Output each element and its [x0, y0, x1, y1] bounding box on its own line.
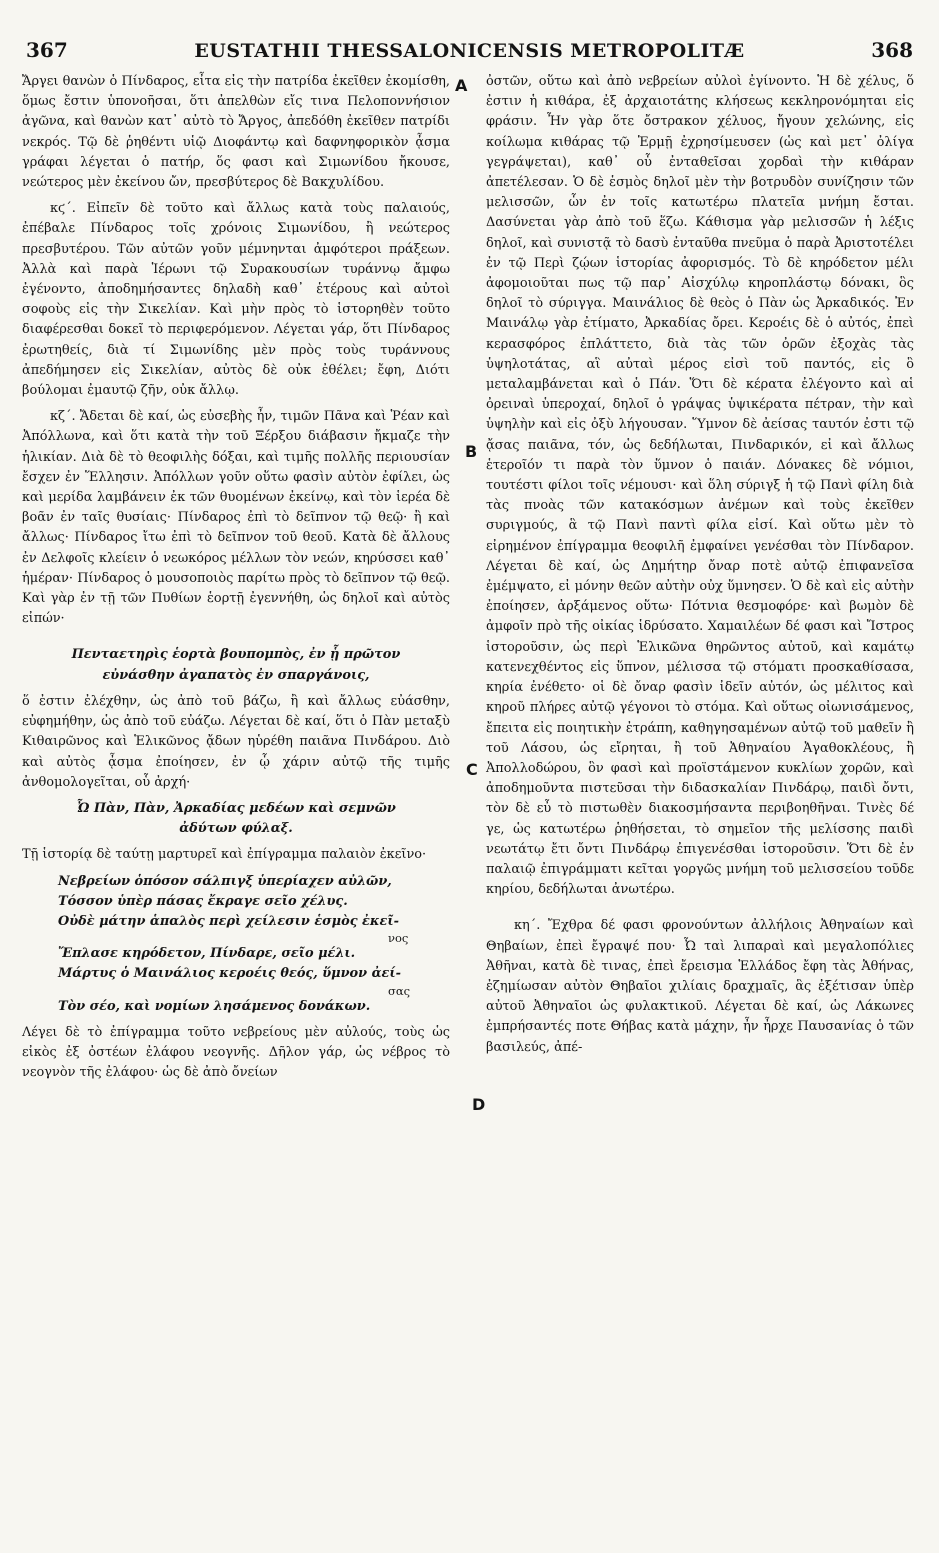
margin-marker-c: C — [466, 760, 478, 779]
paragraph-section-27: κζ΄. Ἄδεται δὲ καί, ὡς εὐσεβὴς ἦν, τιμῶν Πᾶνα καὶ Ῥέαν καὶ Ἀπόλλωνα, καὶ ὅτι κατὰ τὴν τοῦ Ξέρξου διάβασιν ἤκμαζε τὴν ἡλικίαν. Διὰ δὲ τὸ θεοφιλὴς δόξαι, καὶ τιμῆς πολλῆς περιουσίαν ἔσχεν ἐν Ἕλλησιν. Ἀπόλλων γοῦν οὕτω φασὶν αὐτὸν ἐφίλει, ὡς καὶ μερίδα λαμβάνειν ἐκ τῶν θυομένων ἐκείνῳ, καὶ τὸν ἱερέα δὲ βοᾶν ἐν ταῖς θυσίαις· Πίνδαρος ἐπὶ τὸ δεῖπνον τῷ θεῷ· ἢ καὶ ἄλλως· Πίνδαρος ἴτω ἐπὶ τὸ δεῖπνον τοῦ θεοῦ. Κατὰ δὲ ἄλλους ἐν Δελφοῖς κλείειν ὁ νεωκόρος μέλλων τὸν νεών, κηρύσσει καθ᾽ ἡμέραν· Πίνδαρος ὁ μουσοποιὸς παρίτω πρὸς τὸ δεῖπνον τῷ θεῷ. Καὶ γὰρ ἐν τῇ τῶν Πυθίων ἑορτῇ ἐγεννήθη, ὡς δηλοῖ καὶ αὐτὸς εἰπών· — [22, 409, 450, 627]
left-column — [22, 72, 450, 1083]
verse-quote — [22, 645, 450, 685]
epigram-line: Ἔπλασε κηρόδετον, Πίνδαρε, σεῖο μέλι. — [58, 946, 356, 962]
margin-marker-a: A — [455, 76, 468, 95]
right-column — [486, 72, 914, 1058]
epigram-line: Οὐδὲ μάτην ἁπαλὸς περὶ χείλεσιν ἑσμὸς ἐκεῖ- — [58, 913, 399, 929]
epigram-line: Μάρτυς ὁ Μαινάλιος κεροέις θεός, ὕμνον ἀεί- — [58, 966, 401, 982]
paragraph: Λέγει δὲ τὸ ἐπίγραμμα τοῦτο νεβρείους μὲν αὐλούς, τοὺς ὡς εἰκὸς ἐξ ὀστέων ἐλάφου νεογνῆς. Δῆλον γάρ, ὡς νέβρος τὸ νεογνὸν τῆς ἐλάφου· ὡς δὲ ἀπὸ ὄνείων — [22, 1024, 450, 1081]
running-title: EUSTATHII THESSALONICENSIS METROPOLITÆ — [194, 40, 745, 62]
paragraph-section-26: κϛ΄. Εἰπεῖν δὲ τοῦτο καὶ ἄλλως κατὰ τοὺς παλαιούς, ἐπέβαλε Πίνδαρος τοῖς χρόνοις Σιμωνίδου, ἢ νεώτερος πρεσβυτέρου. Τῶν αὐτῶν γοῦν μέμνηνται ἀμφότεροι πράξεων. Ἀλλὰ καὶ παρὰ Ἱέρωνι τῷ Συρακουσίων τυράννῳ ἄμφω ἐγένοντο, ἀποδημήσαντες δηλαδὴ καθ᾽ ἑτέρους καὶ αὐτοὶ σοφοὺς εἰς τὴν Σικελίαν. Καὶ μὴν πρὸς τὸ ἱστορηθὲν τοῦτο διαφέρεσθαι δοκεῖ τὸ περιφερόμενον. Λέγεται γάρ, ὅτι Πίνδαρος ἐρωτηθείς, διὰ τί Σιμωνίδης μὲν πρὸς τοὺς τυράννους ἀπεδήμησεν εἰς Σικελίαν, αὐτὸς δὲ οὐκ ἐθέλει; ἔφη, Διότι βούλομαι ἐμαυτῷ ζῆν, οὐκ ἄλλῳ. — [22, 201, 450, 399]
page-header — [26, 38, 913, 68]
epigram — [22, 872, 450, 1017]
margin-marker-d: D — [472, 1095, 486, 1114]
paragraph: ὀστῶν, οὕτω καὶ ἀπὸ νεβρείων αὐλοὶ ἐγίνοντο. Ἡ δὲ χέλυς, ὅ ἐστιν ἡ κιθάρα, ἐξ ἀρχαιοτάτης κλήσεως κεκληρονόμηται εἰς φράσιν. Ἦν γὰρ ὅτε ὄστρακον χέλυος, ἤγουν χελώνης, εἰς κοίλωμα κιθάρας τῷ Ἑρμῇ ἐχρησίμευσεν (ὡς καὶ μετ᾽ ὀλίγα γεγράψεται), καθ᾽ οὗ ἐνταθεῖσαι χορδαὶ τὴν κιθάραν ἀπετέλεσαν. Ὁ δὲ ἑσμὸς δηλοῖ μὲν τὴν βοτρυδὸν συνίζησιν τῶν μελισσῶν, ὧν ἐν τοῖς κατωτέρω πλατεῖα μνήμη ἔσται. Δασύνεται γὰρ ἀπὸ τοῦ ἕζω. Κάθισμα γὰρ μελισσῶν ἡ λέξις δηλοῖ, καὶ συνιστᾷ τὸ δασὺ ἐνταῦθα πνεῦμα ὁ παρὰ Ἀριστοτέλει ἐν τῷ Περὶ ζῴων ἱστορίας ἀφορισμός. Τὸ δὲ κηρόδετον μέλι ἀφομοιοῦται πως τῷ παρ᾽ Αἰσχύλῳ κηροπλάστῳ δόνακι, ὃς δηλοῖ τὸ σύριγγα. Μαινάλιος δὲ θεὸς ὁ Πὰν ὡς Ἀρκαδικός. Ἐν Μαινάλῳ γὰρ ἐτίματο, Ἀρκαδίας ὄρει. Κεροέις δὲ ὁ αὐτός, ἐπεὶ κερασφόρος ἐπλάττετο, διὰ τὰς τῶν ὀρῶν ἐξοχὰς τὰς ὑψηλοτάτας, αἳ αὐταὶ μέρος εἰσὶ τοῦ παντός, εἰς ὃ μεταλαμβάνεται καὶ ὁ Πάν. Ὅτι δὲ κέρατα ἐλέγοντο καὶ αἱ ὀρειναὶ ὑπεροχαί, δηλοῖ ὁ γράψας ὑψικέρατα πέτραν, τὴν καὶ ὑψηλὴν καὶ εἰς ὀξὺ λήγουσαν. Ὕμνον δὲ ἀείσας ταυτόν ἐστι τῷ ᾄσας παιᾶνα, τόν, ὡς δεδήλωται, Πινδαρικόν, εἰ καὶ ἄλλως ἑτεροῖόν τι παρὰ τὸν ὕμνον ὁ παιάν. Δόνακες δὲ νόμιοι, τουτέστι φίλοι τοῖς νέμουσι· καὶ ὅλη σύριγξ ἡ τῷ Πανὶ φίλη διὰ τὰς πνοὰς τῶν κατακόσμων ἀνέμων καὶ τοὺς ἐκεῖθεν συριγμούς, ἃ τῷ Πανὶ παντὶ φίλα εἰσί. Καὶ οὕτω μὲν τὸ εἰρημένον ἐπίγραμμα θεοφιλῆ ἐμφαίνει γενέσθαι τὸν Πίνδαρον. Λέγεται δὲ καί, ὡς Δημήτηρ ὄναρ ποτὲ αὐτῷ ἐπιφανεῖσα ἐμέμψατο, εἰ μόνην θεῶν αὐτὴν οὐχ ὕμνησεν. Ὁ δὲ καὶ εἰς αὐτὴν ἐποίησεν, ἀρξάμενος οὕτω· Πότνια θεσμοφόρε· καὶ βωμὸν δὲ ἀμφοῖν πρὸ τῆς οἰκίας ἱδρύσατο. Χαμαιλέων δέ φασι καὶ Ἴστρος ἱστοροῦσιν, ὡς περὶ Ἑλικῶνα θηρῶντος αὐτοῦ, καὶ καμάτῳ κατενεχθέντος εἰς ὕπνον, μέλισσα τῷ στόματι προσκαθίσασα, κηρία ἐνέθετο· οἱ δὲ ὄναρ φασὶν ἰδεῖν αὐτόν, ὡς μέλιτος καὶ κηροῦ πλήρες αὐτῷ γέγονοι τὸ στόμα. Καὶ οὕτως οἰωνισάμενος, ἔπειτα εἰς ποιητικὴν ἐτράπη, καθηγησαμένων αὐτῷ τοῦ μαθεῖν ἢ τοῦ Λάσου, ὡς εἴρηται, ἢ τοῦ Ἀθηναίου Ἀγαθοκλέους, ἢ Ἀπολλοδώρου, ὃν φασὶ καὶ προϊστάμενον κυκλίων χορῶν, καὶ ἀποδημοῦντα πιστεῦσαι τὴν διδασκαλίαν Πινδάρῳ, παιδὶ ὄντι, τὸν δὲ εὖ τὸ πιστωθὲν διακοσμήσαντα περιβοηθῆναι. Τινὲς δέ γε, ὡς κατωτέρω ῥηθήσεται, τὸ σημεῖον τῆς μελίσσης παιδὶ νεωτάτῳ ἔτι ὄντι Πινδάρῳ ἐπιγενέσθαι ἱστοροῦσιν. Ὅτι δὲ ἐν παλαιῷ ἐπιγράμματι κεῖται γοργῶς μνήμη τοῦ μελισσείου τοῦδε κηρίου, δεδήλωται ἀνωτέρω. — [486, 74, 914, 898]
epigram-line-tail: νος — [388, 931, 409, 946]
epigram-line-tail: σας — [388, 983, 411, 998]
page-number-left: 367 — [26, 38, 68, 62]
margin-marker-b: B — [465, 442, 478, 461]
epigram-line: Τόσσον ὑπὲρ πάσας ἔκραγε σεῖο χέλυς. — [58, 893, 348, 909]
paragraph: ὅ ἐστιν ἐλέχθην, ὡς ἀπὸ τοῦ βάζω, ἢ καὶ ἄλλως εὐάσθην, εὐφημήθην, ὡς ἀπὸ τοῦ εὐάζω. Λέγεται δὲ καί, ὅτι ὁ Πὰν μεταξὺ Κιθαιρῶνος καὶ Ἑλικῶνος ᾄδων ηὑρέθη παιᾶνα Πινδάρου. Διὸ καὶ αὐτὸς ᾆσμα ἐποίησεν, ἐν ᾧ χάριν αὐτῷ τῆς τιμῆς ἀνθομολογεῖται, οὗ ἀρχή· — [22, 693, 450, 790]
verse-line: Ὦ Πὰν, Πὰν, Ἀρκαδίας μεδέων καὶ σεμνῶν — [76, 800, 396, 816]
epigram-line: Τὸν σέο, καὶ νομίων λησάμενος δονάκων. — [58, 998, 371, 1014]
verse-line: εὐνάσθην ἀγαπατὸς ἐν σπαργάνοις, — [102, 667, 370, 683]
paragraph: Τῇ ἱστορίᾳ δὲ ταύτῃ μαρτυρεῖ καὶ ἐπίγραμμα παλαιὸν ἐκεῖνο· — [22, 847, 427, 863]
page-number-right: 368 — [871, 38, 913, 62]
verse-quote — [22, 799, 450, 839]
paragraph: Ἄργει θανὼν ὁ Πίνδαρος, εἶτα εἰς τὴν πατρίδα ἐκεῖθεν ἐκομίσθη, ὅμως ἔστιν ὑπονοῆσαι, ὅτι ἀπελθὼν εἴς τινα Πελοποννήσιον ἀγῶνα, καὶ θανὼν κατ᾽ αὐτὸ τὸ Ἄργος, ἀπεδόθη ἐκεῖθεν πατρίδι νεκρός. Τῷ δὲ ῥηθέντι υἱῷ Διοφάντῳ καὶ δαφνηφορικὸν ᾆσμα γράφαι λέγεται ὁ πατήρ, ὅς φασι καὶ Σιμωνίδου ἤκουσε, νεώτερος μὲν ἐκείνου ὤν, πρεσβύτερος δὲ Βακχυλίδου. — [22, 74, 450, 191]
epigram-line: Νεβρείων ὁπόσον σάλπιγξ ὑπερίαχεν αὐλῶν, — [58, 873, 392, 889]
paragraph-section-28: κη΄. Ἔχθρα δέ φασι φρονούντων ἀλλήλοις Ἀθηναίων καὶ Θηβαίων, ἐπεὶ ἔγραψέ που· Ὦ ταὶ λιπαραὶ καὶ μεγαλοπόλιες Ἀθῆναι, κατὰ δὲ τινας, ἐπεὶ ἔρεισμα Ἑλλάδος ἔφη τὰς Ἀθήνας, ἐζημίωσαν αὐτὸν Θηβαῖοι χιλίαις δραχμαῖς, ἃς ἐξέτισαν ὑπὲρ αὐτοῦ Ἀθηναῖοι ὡς φυλακτικοῦ. Λέγεται δὲ καί, ὡς Λάκωνες ἐμπρήσαντές ποτε Θήβας κατὰ μάχην, ἦν ἦρχε Παυσανίας ὁ τῶν βασιλεύς, ἀπέ- — [486, 918, 914, 1055]
verse-line: Πενταετηρὶς ἑορτὰ βουπομπὸς, ἐν ᾗ πρῶτον — [71, 647, 401, 663]
verse-line: ἀδύτων φύλαξ. — [179, 821, 293, 837]
